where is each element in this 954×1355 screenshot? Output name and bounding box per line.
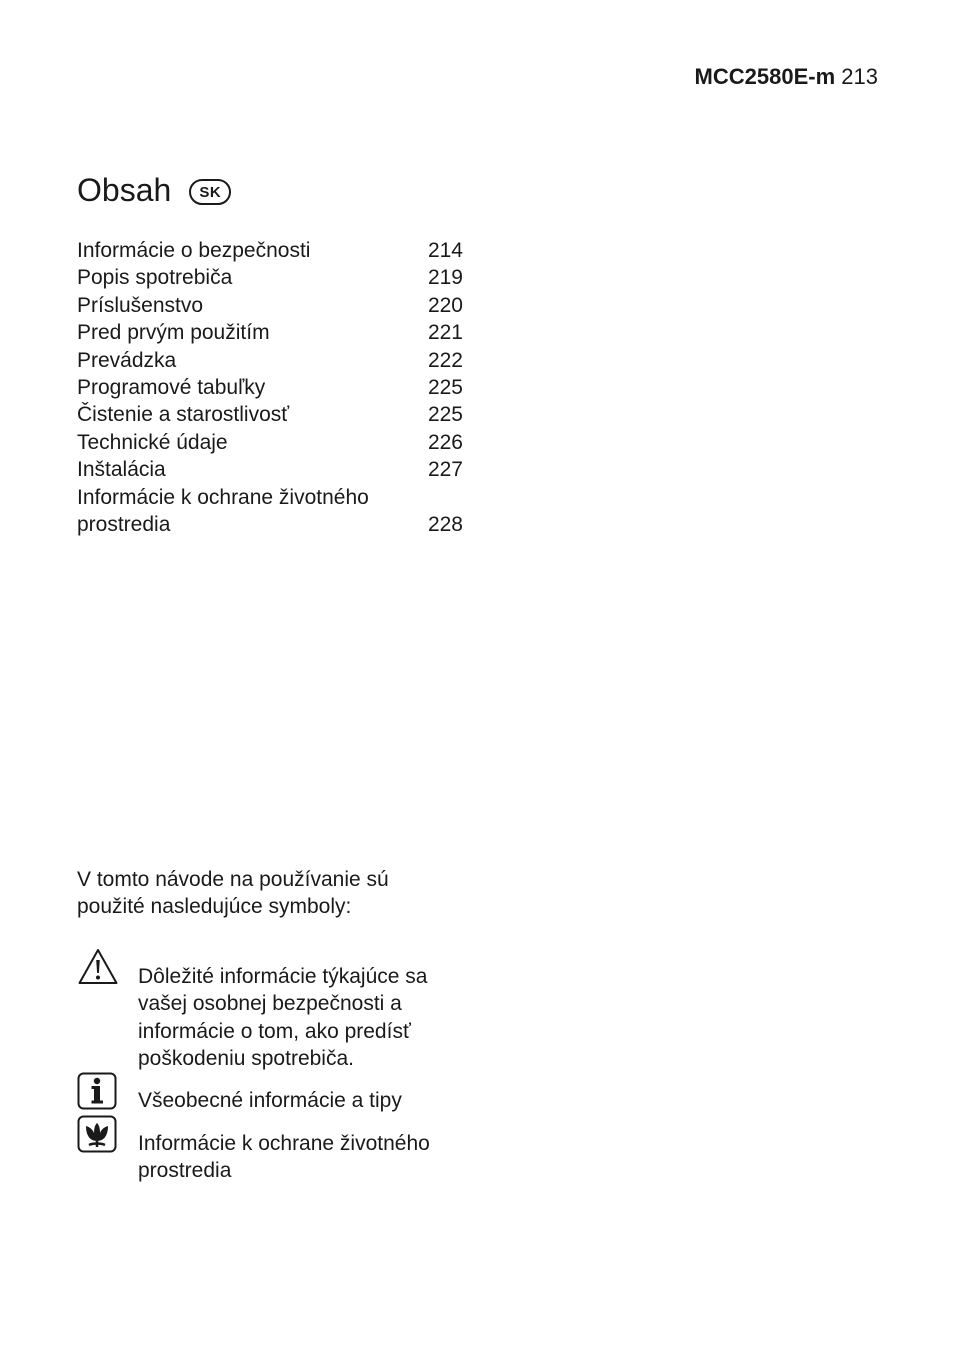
toc-label: Čistenie a starostlivosť xyxy=(77,403,290,427)
toc-label: Prevádzka xyxy=(77,348,177,372)
toc-label: Informácie k ochrane životného xyxy=(77,485,369,509)
environment-flower-icon xyxy=(77,1115,117,1158)
legend-line: Všeobecné informácie a tipy xyxy=(138,1089,402,1112)
toc-row xyxy=(77,347,463,374)
toc-label: Príslušenstvo xyxy=(77,293,204,317)
legend-line: Informácie k ochrane životného xyxy=(138,1132,430,1155)
toc-page: 227 xyxy=(427,458,463,482)
toc-row xyxy=(77,401,463,428)
toc-page: 228 xyxy=(427,513,463,537)
legend-text xyxy=(138,963,427,1073)
warning-triangle-icon xyxy=(77,948,119,991)
toc-label: prostredia xyxy=(77,513,171,537)
legend-line: poškodeniu spotrebiča. xyxy=(138,1047,354,1071)
page-header xyxy=(695,64,878,90)
toc-row xyxy=(77,237,463,264)
language-badge: SK xyxy=(189,179,231,205)
toc-row xyxy=(77,511,463,538)
toc-page: 220 xyxy=(427,293,463,317)
toc-page: 219 xyxy=(427,266,463,290)
toc-label: Pred prvým použitím xyxy=(77,321,270,345)
toc-page: 225 xyxy=(427,376,463,400)
toc-row xyxy=(77,484,463,511)
legend-text xyxy=(138,1087,402,1114)
table-of-contents xyxy=(77,237,463,538)
toc-page: 222 xyxy=(427,348,463,372)
toc-row xyxy=(77,456,463,483)
toc-page: 214 xyxy=(427,239,463,262)
toc-row xyxy=(77,264,463,291)
toc-label: Informácie o bezpečnosti xyxy=(77,239,311,262)
legend-text xyxy=(138,1130,430,1185)
toc-row xyxy=(77,292,463,319)
legend-line: informácie o tom, ako predísť xyxy=(138,1019,411,1043)
toc-page: 221 xyxy=(427,321,463,345)
symbols-intro xyxy=(77,866,457,921)
title-row xyxy=(77,170,231,210)
toc-label: Technické údaje xyxy=(77,430,228,454)
toc-page: 225 xyxy=(427,403,463,427)
intro-line: použité nasledujúce symboly: xyxy=(77,895,352,919)
toc-row xyxy=(77,374,463,401)
intro-line: V tomto návode na používanie sú xyxy=(77,868,389,891)
toc-row xyxy=(77,429,463,456)
legend-line: prostredia xyxy=(138,1159,232,1183)
legend-line: vašej osobnej bezpečnosti a xyxy=(138,992,402,1016)
toc-label: Popis spotrebiča xyxy=(77,266,233,290)
legend-line: Dôležité informácie týkajúce sa xyxy=(138,965,428,988)
toc-row xyxy=(77,319,463,346)
toc-label: Inštalácia xyxy=(77,458,166,482)
toc-label: Programové tabuľky xyxy=(77,376,266,400)
page-number: 213 xyxy=(841,64,878,89)
toc-page: 226 xyxy=(427,430,463,454)
page-title: Obsah xyxy=(77,172,172,208)
info-icon xyxy=(77,1072,117,1115)
model-name: MCC2580E-m xyxy=(694,64,836,89)
